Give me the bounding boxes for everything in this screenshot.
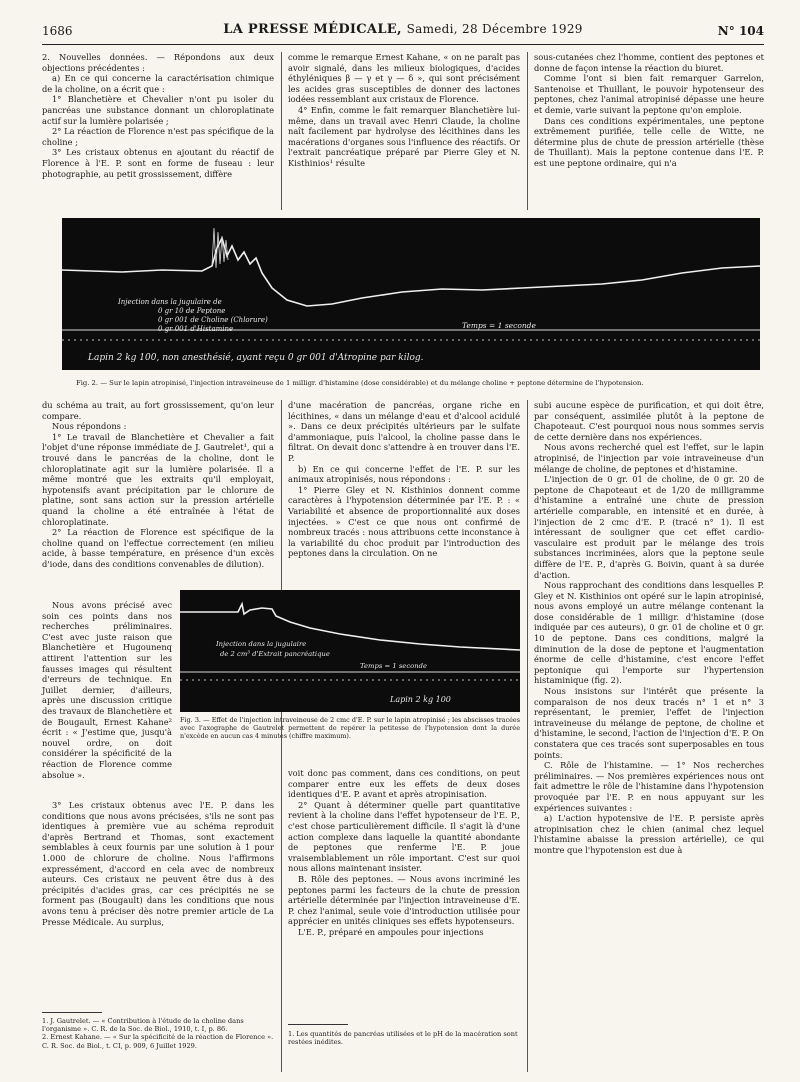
paragraph: du schéma au trait, au fort grossissement, qu'on leur compare. [42,400,274,421]
annotation-injection-line: de 2 cm³ d'Extrait pancréatique [220,650,330,658]
page-header [42,22,764,44]
figure-2-kymograph [62,218,760,370]
figure-2-trace [62,218,760,370]
footnote-rule [42,1012,102,1013]
annotation-animal: Lapin 2 kg 100 [390,695,451,704]
paragraph: 1° Le travail de Blanchetière et Chevalier a fait l'objet d'une réponse immédiate de J. Gautrelet¹, qui a trouvé dans le pancréas de la choline, dont le chloroplatinate agit sur la lumière polarisée. Il a même montré que les extraits qu'il employait, hypotensifs avant précipitation par le chlorure de platine, sont sans action sur la pression artérielle quand la choline a été entraînée à l'état de chloroplatinate. [42,431,274,527]
paragraph: Nous insistons sur l'intérêt que présente la comparaison de nos deux tracés n° 1 et n° 3 représentant, le premier, l'effet de l'injection intraveineuse du mélange de peptone, de choline et d'histamine, le second, l'action de l'injection d'E. P. On constatera que ces tracés sont superposables en tous points. [534,686,764,760]
paragraph: Nous rapprochant des conditions dans lesquelles P. Gley et N. Kisthinios ont opéré sur le lapin atropinisé, nous avons employé un autre mélange contenant la dose considérable de 1 milligr. d'histamine (dose indiquée par ces auteurs), 0 gr. 01 de choline et 0 gr. 10 de peptone. Dans ces conditions, malgré la diminution de la dose de peptone et l'augmentation énorme de celle d'histamine, c'est encore l'effet peptonique qui l'emporte sur l'hypertension histaminique (fig. 2). [534,580,764,686]
paragraph: 2. Nouvelles données. — Répondons aux deux objections précédentes : [42,52,274,73]
column-divider [527,52,528,210]
page-number: 1686 [42,24,73,38]
pressure-oscillations [212,228,228,268]
footnotes-column-1 [42,1017,274,1050]
paragraph: 2° La réaction de Florence n'est pas spécifique de la choline ; [42,126,274,147]
annotation-time: Temps = 1 seconde [462,321,536,330]
figure-3-trace [180,590,520,712]
paragraph: Comme l'ont si bien fait remarquer Garrelon, Santenoise et Thuillant, le pouvoir hypotenseur des peptones, chez l'animal atropinisé dépasse une heure et demie, varie suivant la peptone qu'on emploie. [534,73,764,115]
bottom-column-2-upper [288,400,520,559]
journal-title [42,22,764,37]
footnote-rule [288,1024,348,1025]
issue-number: N° 104 [717,24,764,38]
column-divider [527,400,528,1072]
paragraph: d'une macération de pancréas, organe riche en lécithines, « dans un mélange d'eau et d'alcool acidulé ». Dans ce deux précipités ultérieurs par le sulfate d'ammoniaque, puis l'alcool, la choline passe dans le filtrat. On devait donc s'attendre à en trouver dans l'E. P. [288,400,520,463]
figure-2-caption: Fig. 2. — Sur le lapin atropinisé, l'injection intraveineuse de 1 milligr. d'histamine (dose considérable) et du mélange choline + peptone détermine de l'hypotension. [76,379,644,387]
paragraph: Nous avons précisé avec soin ces points dans nos recherches préliminaires. C'est avec juste raison que Blanchetière et Hugounenq attirent l'attention sur les fausses images qui résultent d'erreurs de technique. En Juillet dernier, d'ailleurs, après une discussion critique des travaux de Blanchetière et de Bougault, Ernest Kahane² écrit : « J'estime que, jusqu'à nouvel ordre, on doit considérer la spécificité de la réaction de Florence comme absolue ». [42,600,172,780]
paragraph: 3° Les cristaux obtenus en ajoutant du réactif de Florence à l'E. P. sont en forme de fuseau : leur photographie, au petit grossissement, diffère [42,147,274,179]
bottom-column-1-narrow [42,600,172,780]
annotation-injection-line: 0 gr 10 de Peptone [158,307,226,315]
bottom-column-2-lower [288,768,520,938]
paragraph: sous-cutanées chez l'homme, contient des peptones et donne de façon intense la réaction du biuret. [534,52,764,73]
paragraph: L'E. P., préparé en ampoules pour injections [298,926,484,937]
figure-3-kymograph [180,590,520,712]
paragraph: 4° Enfin, comme le fait remarquer Blanchetière lui-même, dans un travail avec Henri Claude, la choline naît facilement par hydrolyse des lécithines dans les macérations d'organes sous l'influence des réactifs. Or l'extrait pancréatique préparé par Pierre Gley et N. Kisthinios¹ résulte [288,104,520,168]
paragraph: a) En ce qui concerne la caractérisation chimique de la choline, on a écrit que : [42,73,274,94]
paragraph: comme le remarque Ernest Kahane, « on ne paraît pas avoir signalé, dans les milieux biologiques, d'acides éthyléniques β — γ et γ — δ », qui sont précisément les acides gras susceptibles de donner des lactones iodées ressemblant aux cristaux de Florence. [288,52,520,105]
bottom-column-1-lower [42,800,274,927]
top-column-3 [534,52,764,169]
bottom-column-3 [534,400,764,856]
header-rule [42,44,764,45]
paragraph: voit donc pas comment, dans ces conditions, on peut comparer entre eux les effets de deux doses identiques d'E. P. avant et après atropinisation. [288,768,520,800]
annotation-time: Temps = 1 seconde [360,662,427,670]
journal-name: LA PRESSE MÉDICALE, [223,22,402,37]
footnote: 2. Ernest Kahane. — « Sur la spécificité de la réaction de Florence ». C. R. Soc. de Biol., t. CI, p. 909, 6 Juillet 1929. [42,1033,274,1050]
top-column-1 [42,52,274,179]
annotation-injection-line: Injection dans la jugulaire de [118,298,222,306]
paragraph: b) En ce qui concerne l'effet de l'E. P. sur les animaux atropinisés, nous répondons : [288,463,520,485]
annotation-animal: Lapin 2 kg 100, non anesthésié, ayant reçu 0 gr 001 d'Atropine par kilog. [88,353,424,363]
paragraph: a) L'action hypotensive de l'E. P. persiste après atropinisation chez le chien (animal chez lequel l'histamine abaisse la pression artérielle), ce qui montre que l'hypotension est due à [534,813,764,855]
paragraph: 1° Blanchetière et Chevalier n'ont pu isoler du pancréas une substance donnant un chloroplatinate actif sur la lumière polarisée ; [42,94,274,126]
issue-date: Samedi, 28 Décembre 1929 [406,22,583,36]
pressure-curve [62,238,760,306]
column-divider [281,52,282,210]
top-column-2 [288,52,520,169]
figure-3-caption: Fig. 3. — Effet de l'injection intraveineuse de 2 cmc d'E. P. sur le lapin atropinisé ; les abscisses tracées avec l'axographe de Gautrelet permettent de repérer la petitesse de l'hypotension dont la durée n'excède en aucun cas 4 minutes (chiffre maximum). [180,716,520,740]
paragraph: 1° Pierre Gley et N. Kisthinios donnent comme caractères à l'hypotension déterminée par l'E. P. : « Variabilité et absence de proportionnalité aux doses injectées. » C'est ce que nous ont confirmé de nombreux tracés : nous attribuons cette inconstance à la variabilité du choc produit par l'introduction des peptones dans la circulation. On ne [288,484,520,559]
paragraph: 2° Quant à déterminer quelle part quantitative revient à la choline dans l'effet hypotenseur de l'E. P., c'est chose particulièrement difficile. Il s'agit là d'une action complexe dans laquelle la quantité abondante de peptones que renferme l'E. P. joue vraisemblablement un rôle important. C'est sur quoi nous allons maintenant insister. [288,799,520,874]
paragraph: Nous avons recherché quel est l'effet, sur le lapin atropinisé, de l'injection par voie intraveineuse d'un mélange de choline, de peptones et d'histamine. [534,442,764,474]
footnote-column-2: 1. Les quantités de pancréas utilisées et le pH de la macération sont restées inédites. [288,1030,518,1047]
paragraph: subi aucune espèce de purification, et qui doit être, par conséquent, assimilée plutôt à la peptone de Chapoteaut. C'est pourquoi nous nous sommes servis de cette dernière dans nos expériences. [534,400,764,442]
annotation-injection-line: 0 gr 001 de Choline (Chlorure) [158,316,268,324]
annotation-injection-line: Injection dans la jugulaire [216,640,307,648]
paragraph: L'injection de 0 gr. 01 de choline, de 0 gr. 20 de peptone de Chapoteaut et de 1/20 de milligramme d'histamine a entraîné une chute de pression artérielle comparable, en intensité et en durée, à l'injection de 2 cmc d'E. P. (tracé n° 1). Il est intéressant de souligner que cet effet cardio-vasculaire est produit par le mélange des trois substances incriminées, alors que la peptone seule diffère de l'E. P., d'après G. Boivin, quant à sa durée d'action. [534,474,764,580]
annotation-injection-line: 0 gr 001 d'Histamine [158,325,234,333]
paragraph: Dans ces conditions expérimentales, une peptone extrêmement purifiée, telle celle de Witte, ne détermine plus de chute de pression artérielle (thèse de Thuillant). Mais la peptone contenue dans l'E. P. est une peptone ordinaire, qui n'a [534,115,764,168]
paragraph: 3° Les cristaux obtenus avec l'E. P. dans les conditions que nous avons précisées, s'ils ne sont pas identiques à première vue au schéma reproduit d'après Bertrand et Thomas, sont exactement semblables à ceux fournis par une solution à 1 pour 1.000 de chlorure de choline. Nous l'affirmons expressément, d'accord en cela avec de nombreux auteurs. Ces cristaux ne peuvent être dus à des précipités d'acides gras, car ces précipités ne se forment pas (Bougault) dans les conditions que nous avons tenu à préciser dès notre premier article de La Presse Médicale. Au surplus, [42,800,274,927]
paragraph: C. Rôle de l'histamine. — 1° Nos recherches préliminaires. — Nos premières expériences nous ont fait admettre le rôle de l'histamine dans l'hypotension provoquée par l'E. P. en nous appuyant sur les expériences suivantes : [534,760,764,813]
paragraph: B. Rôle des peptones. — Nous avons incriminé les peptones parmi les facteurs de la chute de pression artérielle déterminée par l'injection intraveineuse d'E. P. chez l'animal, seule voie d'introduction utilisée pour apprécier en unités cliniques ses effets hypotenseurs. [288,873,520,927]
footnote: 1. J. Gautrelet. — « Contribution à l'étude de la choline dans l'organisme ». C. R. de la Soc. de Biol., 1910, t. I, p. 86. [42,1017,244,1034]
paragraph: Nous répondons : [52,421,127,432]
bottom-column-1 [42,400,274,570]
paragraph: 2° La réaction de Florence est spécifique de la choline quand on l'effectue correctement (en milieu acide, à basse température, en présence d'un excès d'iode, dans des conditions convenables de dilution). [42,527,274,569]
